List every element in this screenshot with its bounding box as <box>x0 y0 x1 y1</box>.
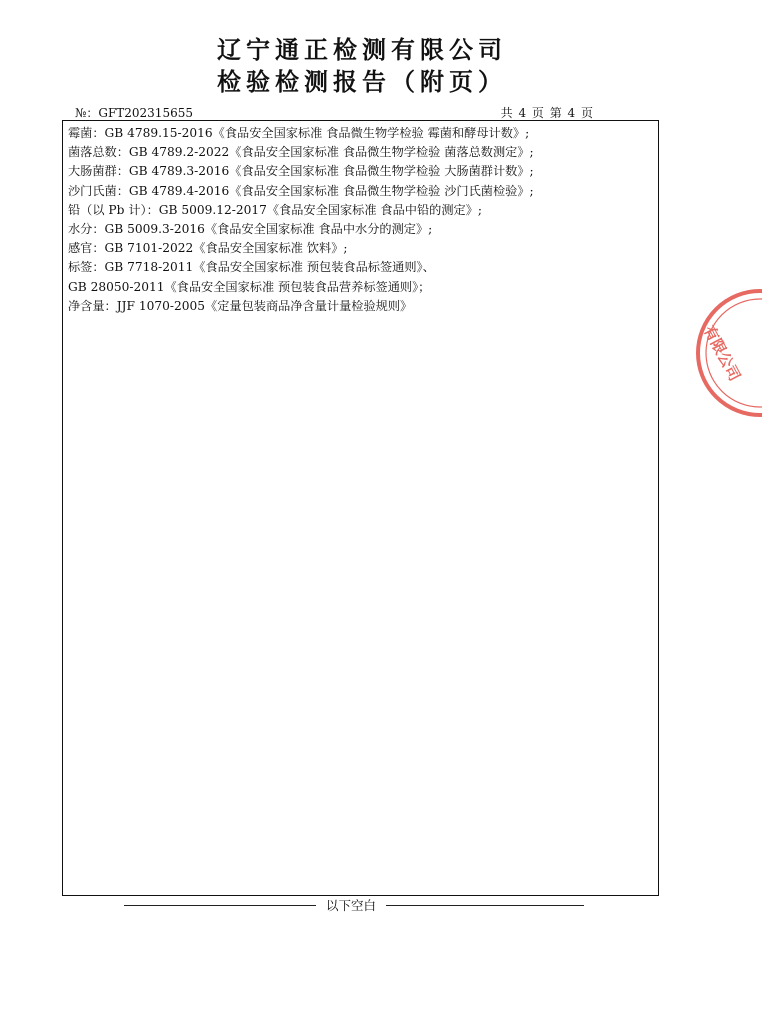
standard-line-moisture: 水分：GB 5009.3-2016《食品安全国家标准 食品中水分的测定》; <box>68 222 433 237</box>
company-name: 辽宁通正检测有限公司 <box>217 36 507 64</box>
report-number: №：GFT202315655 <box>75 106 193 120</box>
report-meta-row <box>75 105 594 121</box>
standard-line-salmonella: 沙门氏菌：GB 4789.4-2016《食品安全国家标准 食品微生物学检验 沙门氏菌检验》; <box>68 183 534 198</box>
standard-line-colony-count: 菌落总数：GB 4789.2-2022《食品安全国家标准 食品微生物学检验 菌落总数测定》; <box>68 145 534 160</box>
standard-line-net-content: 净含量：JJF 1070-2005《定量包装商品净含量计量检验规则》 <box>68 298 413 313</box>
company-seal-stamp <box>672 288 762 418</box>
seal-text: 有限公司 <box>699 322 744 385</box>
page-info: 共 4 页 第 4 页 <box>500 106 594 120</box>
end-rule-left <box>124 905 316 906</box>
end-rule-right <box>386 905 584 906</box>
end-of-content-marker <box>124 898 584 918</box>
standard-line-nutrition-label: GB 28050-2011《食品安全国家标准 预包装食品营养标签通则》； <box>68 279 431 294</box>
standard-line-lead: 铅（以 Pb 计）：GB 5009.12-2017《食品安全国家标准 食品中铅的测定》; <box>68 202 483 217</box>
report-title: 检验检测报告（附页） <box>217 68 507 96</box>
standard-line-sensory: 感官：GB 7101-2022《食品安全国家标准 饮料》; <box>68 241 348 256</box>
standard-line-mold: 霉菌：GB 4789.15-2016《食品安全国家标准 食品微生物学检验 霉菌和酵母计数》; <box>68 126 530 140</box>
standards-box <box>62 120 659 896</box>
end-of-content-text: 以下空白 <box>325 898 376 913</box>
standard-line-coliforms: 大肠菌群：GB 4789.3-2016《食品安全国家标准 食品微生物学检验 大肠菌群计数》; <box>68 164 534 179</box>
standard-line-label: 标签：GB 7718-2011《食品安全国家标准 预包装食品标签通则》、 <box>68 260 435 275</box>
